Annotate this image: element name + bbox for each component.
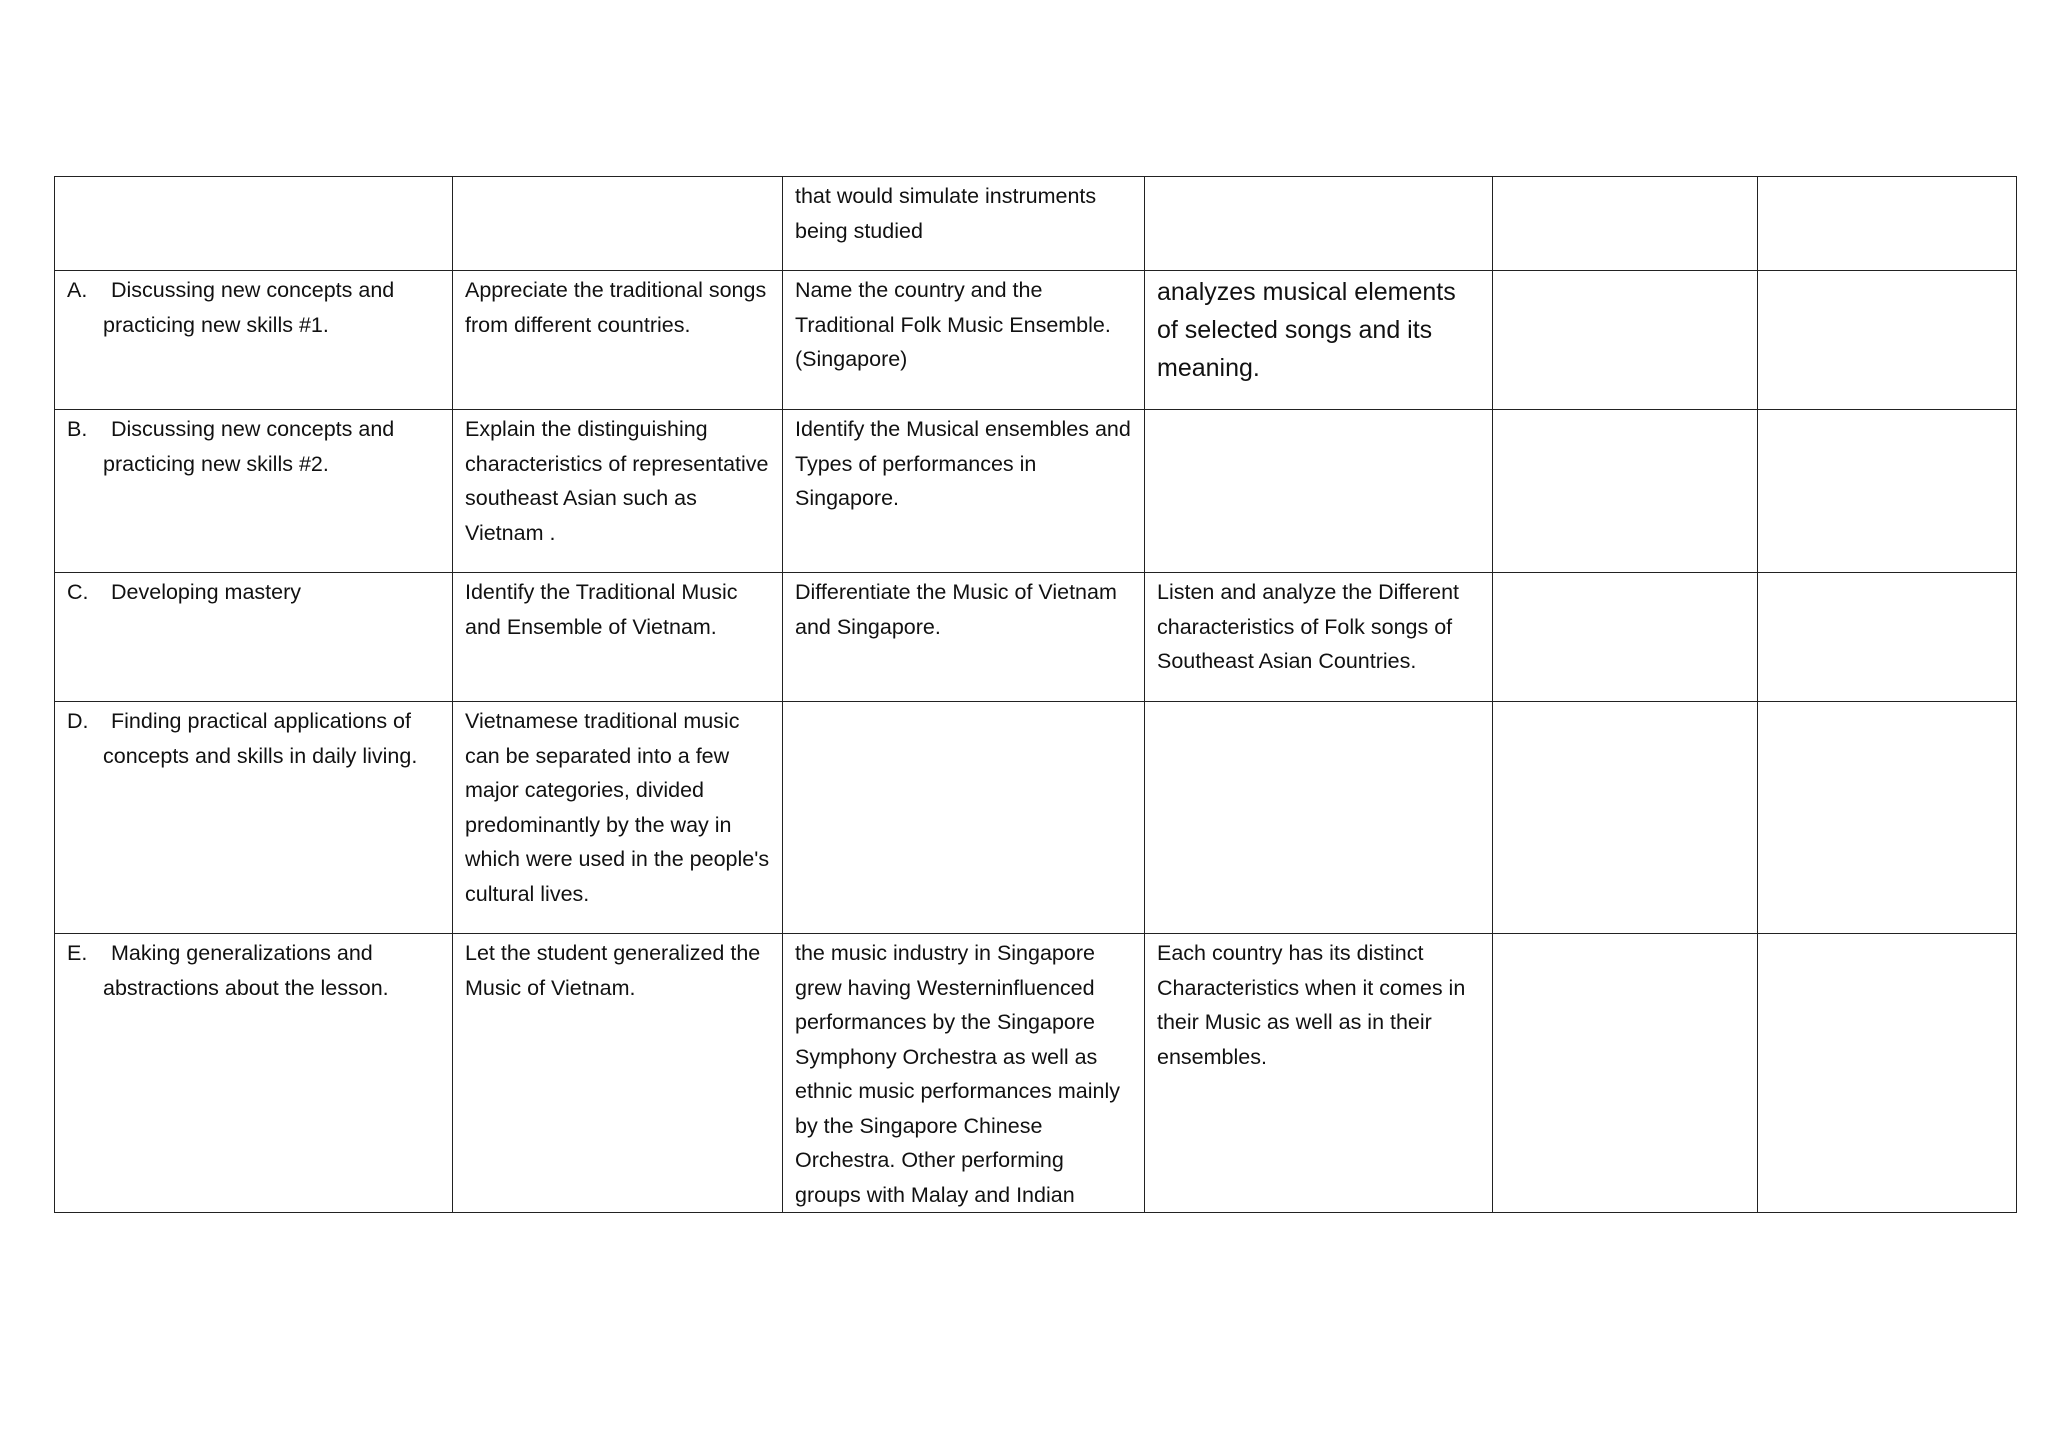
day5-cell [1758,934,2017,1213]
table-row [55,702,2017,934]
day2-cell: Name the country and the Traditional Folk Music Ensemble. (Singapore) [783,271,1145,410]
procedure-letter: C. [67,580,89,604]
day4-cell [1493,271,1758,410]
day1-cell: Let the student generalized the Music of Vietnam. [453,934,783,1213]
day2-cell [783,702,1145,934]
day1-cell [453,177,783,271]
procedure-letter: D. [67,709,89,733]
procedure-label-cell [55,702,453,934]
procedure-label: Finding practical applications of concepts and skills in daily living. [103,709,418,768]
day3-cell [1145,177,1493,271]
day4-cell [1493,573,1758,702]
day2-cell: Differentiate the Music of Vietnam and Singapore. [783,573,1145,702]
day4-cell [1493,410,1758,573]
day2-cell: that would simulate instruments being studied [783,177,1145,271]
procedure-label: Discussing new concepts and practicing new skills #2. [103,417,395,476]
table-row [55,177,2017,271]
procedure-label-cell [55,271,453,410]
day5-cell [1758,410,2017,573]
day1-cell: Appreciate the traditional songs from different countries. [453,271,783,410]
day4-cell [1493,702,1758,934]
day1-cell: Vietnamese traditional music can be separated into a few major categories, divided predominantly by the way in which were used in the people's cultural lives. [453,702,783,934]
day5-cell [1758,702,2017,934]
day3-cell: analyzes musical elements of selected songs and its meaning. [1145,271,1493,410]
day4-cell [1493,934,1758,1213]
day3-cell [1145,410,1493,573]
procedure-label-cell [55,573,453,702]
day5-cell [1758,177,2017,271]
procedure-label-cell [55,410,453,573]
table-row [55,934,2017,1213]
day1-cell: Identify the Traditional Music and Ensemble of Vietnam. [453,573,783,702]
procedure-letter: E. [67,941,88,965]
procedure-label: Discussing new concepts and practicing new skills #1. [103,278,395,337]
procedure-label-cell [55,934,453,1213]
table-row [55,573,2017,702]
day5-cell [1758,271,2017,410]
lesson-plan-table [54,176,2017,1213]
procedure-letter: A. [67,278,88,302]
day4-cell [1493,177,1758,271]
day3-cell [1145,702,1493,934]
day3-cell: Each country has its distinct Characteristics when it comes in their Music as well as in their ensembles. [1145,934,1493,1213]
day2-cell: the music industry in Singapore grew having Westerninfluenced performances by the Singapore Symphony Orchestra as well as ethnic music performances mainly by the Singapore Chinese Orchestra. Other performing groups with Malay and Indian [783,934,1145,1213]
day3-cell: Listen and analyze the Different characteristics of Folk songs of Southeast Asian Countries. [1145,573,1493,702]
procedure-label: Developing mastery [111,580,302,604]
day1-cell: Explain the distinguishing characteristics of representative southeast Asian such as Vietnam . [453,410,783,573]
procedure-label-cell [55,177,453,271]
procedure-letter: B. [67,417,88,441]
day5-cell [1758,573,2017,702]
table-row [55,410,2017,573]
table-row [55,271,2017,410]
day2-cell: Identify the Musical ensembles and Types of performances in Singapore. [783,410,1145,573]
procedure-label: Making generalizations and abstractions about the lesson. [103,941,389,1000]
